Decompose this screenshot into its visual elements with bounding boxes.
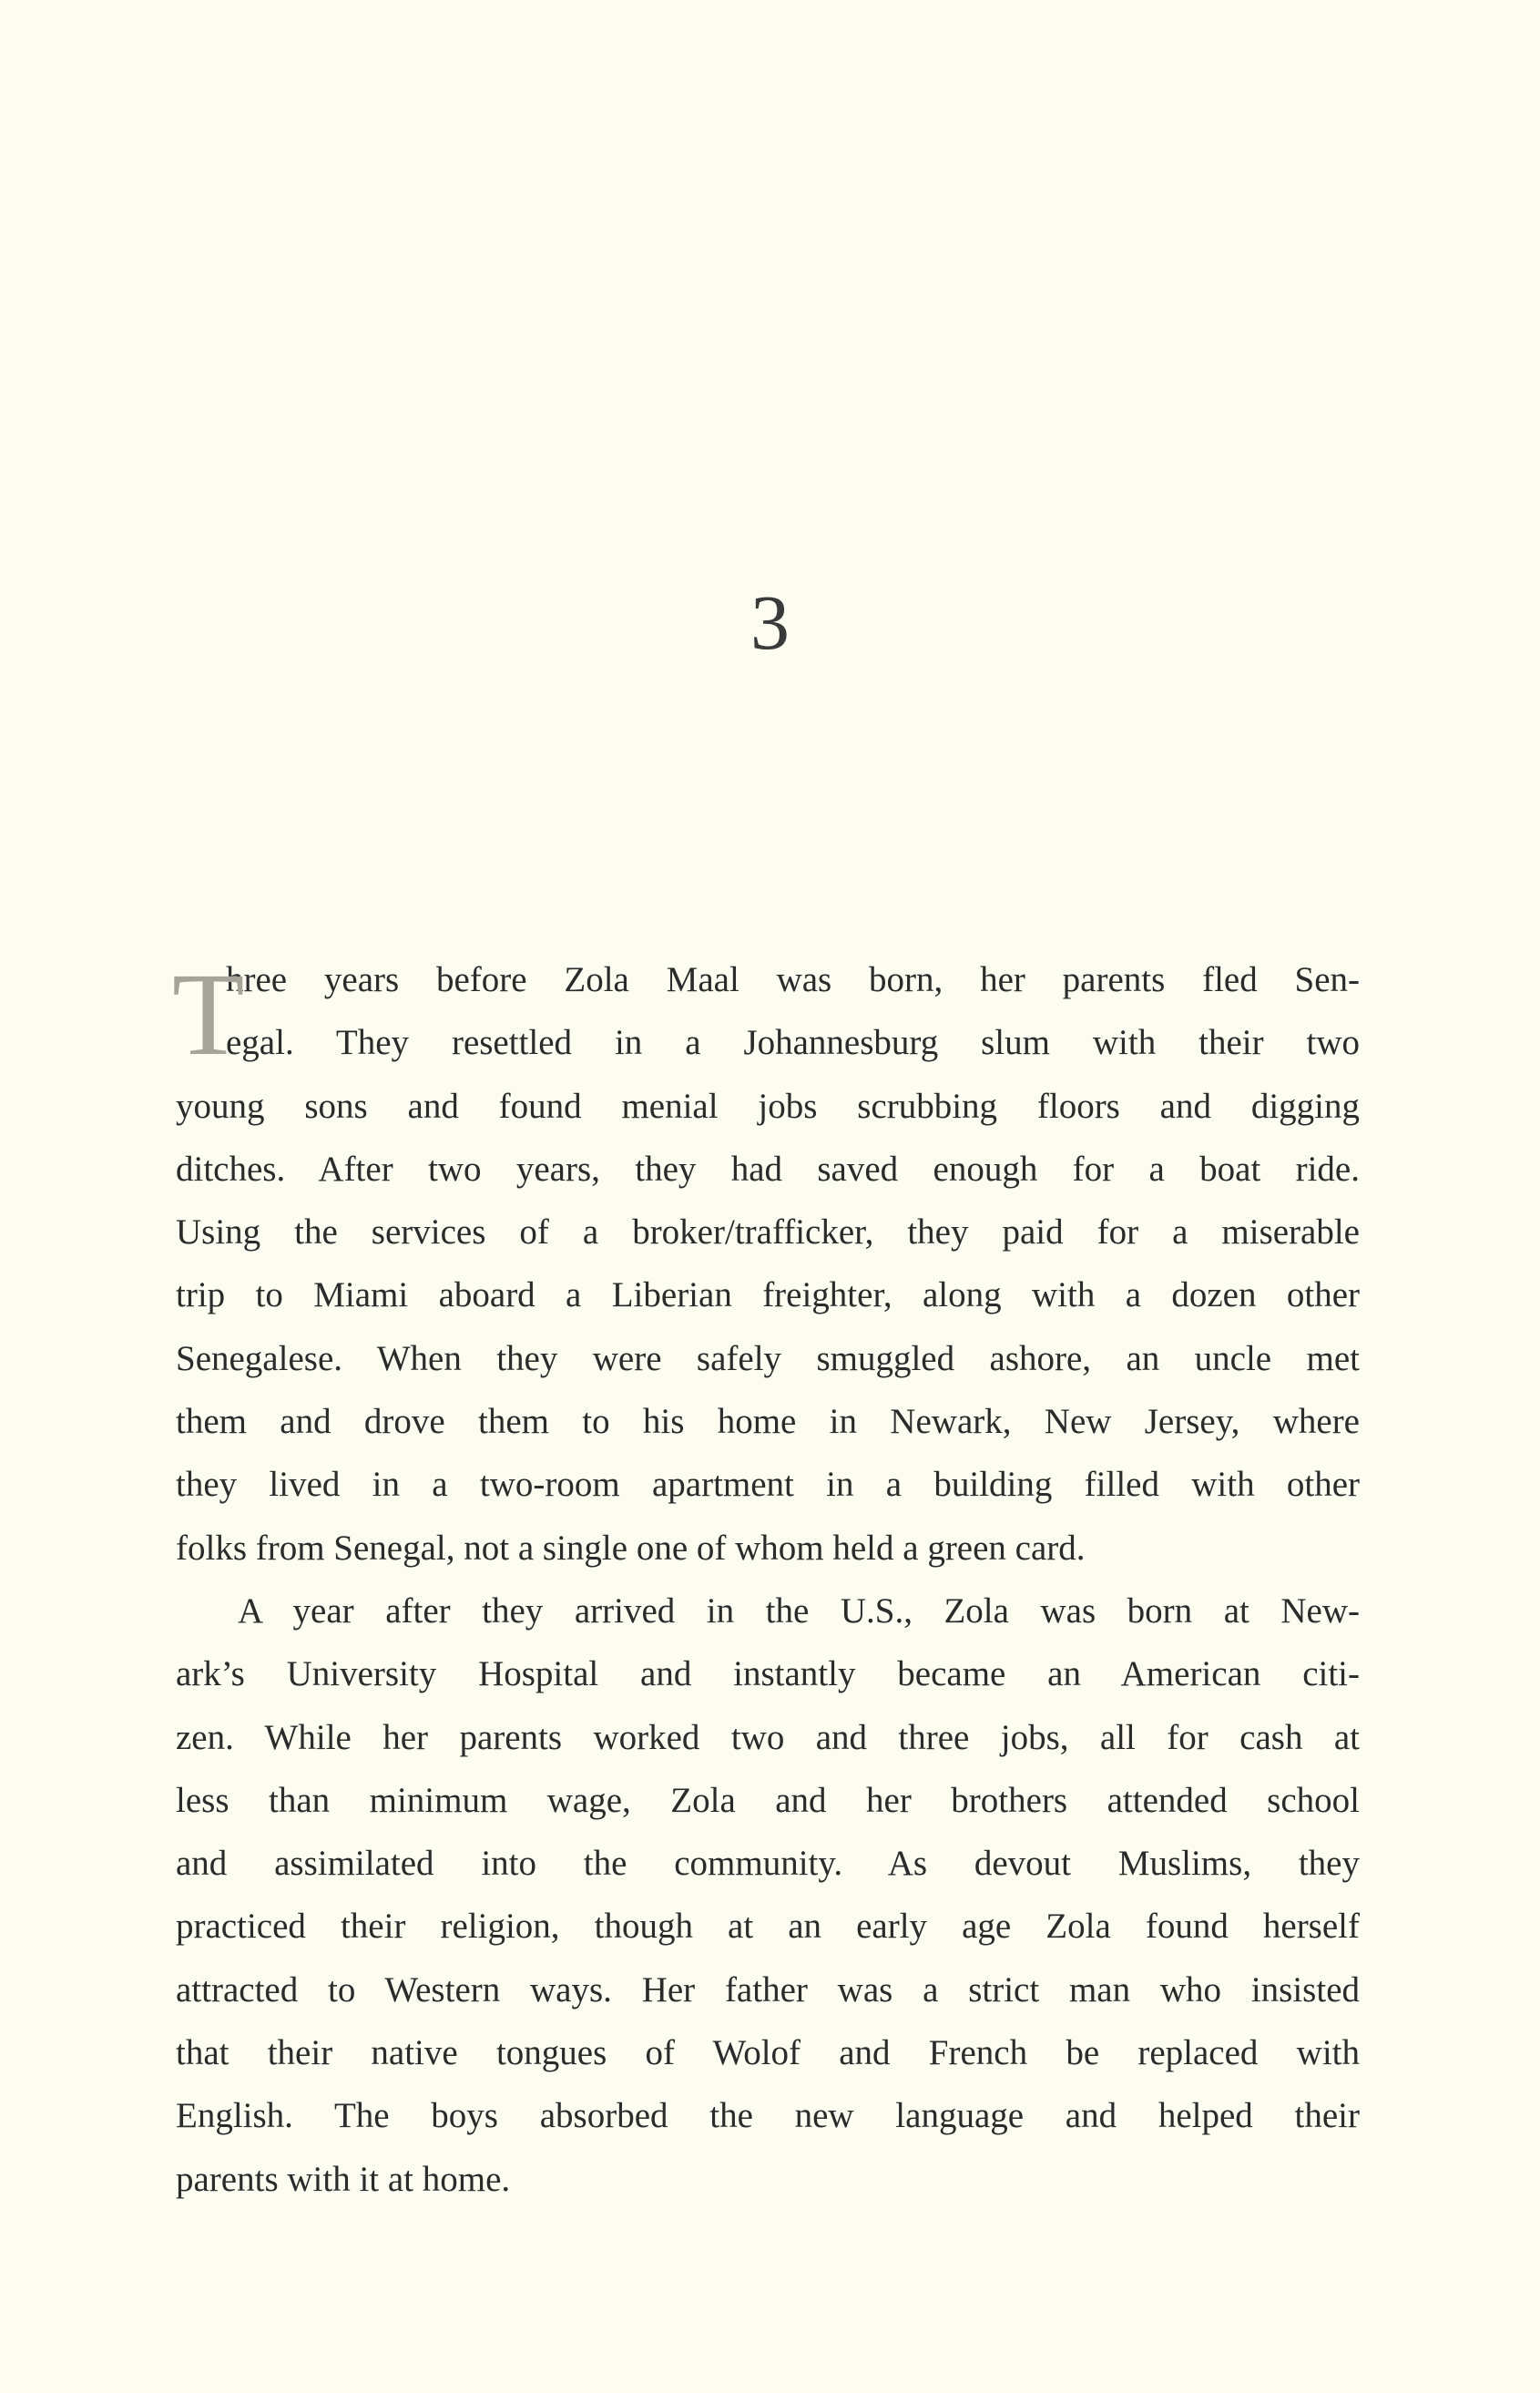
paragraph-line: ark’s University Hospital and instantly became an American citi- [176,1654,1360,1694]
paragraph-line: that their native tongues of Wolof and French be replaced with [176,2033,1360,2073]
paragraph-line: practiced their religion, though at an early age Zola found herself [176,1907,1360,1947]
paragraph-line: parents with it at home. [176,2159,511,2199]
paragraph-line: A year after they arrived in the U.S., Zola was born at New- [238,1590,1360,1631]
chapter-number: 3 [750,578,790,666]
drop-cap: T [172,949,245,1080]
paragraph-line: attracted to Western ways. Her father was a strict man who insisted [176,1969,1360,2010]
paragraph-line: them and drove them to his home in Newark, New Jersey, where [176,1402,1360,1442]
paragraph-line: zen. While her parents worked two and three jobs, all for cash at [176,1717,1360,1757]
chapter-body [172,948,1360,2211]
paragraph-line: less than minimum wage, Zola and her brothers attended school [176,1780,1360,1820]
paragraph-line: they lived in a two-room apartment in a building filled with other [176,1465,1360,1505]
paragraph-line: young sons and found menial jobs scrubbing floors and digging [176,1086,1360,1126]
paragraph-line: ditches. After two years, they had saved enough for a boat ride. [176,1149,1360,1189]
paragraph-line: trip to Miami aboard a Liberian freighter, along with a dozen other [176,1275,1360,1315]
paragraph-line: folks from Senegal, not a single one of whom held a green card. [176,1528,1086,1568]
paragraph-line: and assimilated into the community. As devout Muslims, they [176,1844,1360,1884]
paragraph-line: hree years before Zola Maal was born, her parents fled Sen- [226,960,1360,999]
paragraph-line: egal. They resettled in a Johannesburg slum with their two [226,1023,1360,1063]
paragraph-line: English. The boys absorbed the new language and helped their [176,2096,1360,2136]
paragraph-line: Using the services of a broker/trafficker, they paid for a miserable [176,1212,1360,1253]
paragraph-line: Senegalese. When they were safely smuggled ashore, an uncle met [176,1338,1360,1378]
